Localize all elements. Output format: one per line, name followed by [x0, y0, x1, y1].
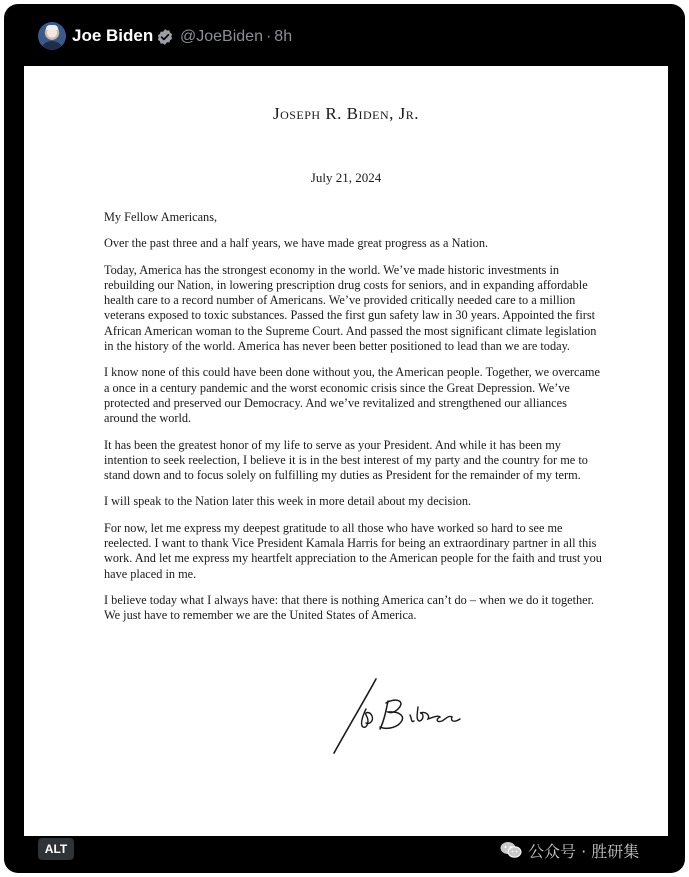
watermark-text: 公众号 · 胜研集 — [528, 841, 640, 861]
meta-separator: · — [265, 28, 272, 45]
letter-date: July 21, 2024 — [310, 170, 382, 185]
author-handle[interactable]: @JoeBiden — [180, 28, 263, 45]
watermark — [500, 838, 639, 862]
author-name[interactable]: Joe Biden — [72, 26, 154, 45]
tweet-card — [4, 4, 685, 873]
letter-paragraph: I know none of this could have been done without you, the American people. Together, we overcame a once in a century pandemic and the worst economic crisis since the Great Depression. We’ve protected and preserved our Democracy. And we’ve revitalized and strengthened our alliances around the world. — [104, 365, 600, 426]
avatar-shoulders — [40, 41, 64, 50]
wechat-icon — [500, 841, 522, 859]
letter-paragraph: For now, let me express my deepest gratitude to all those who have worked so hard to see me reelected. I want to thank Vice President Kamala Harris for being an extraordinary partner in all this work. And let me express my heartfelt appreciation to the American people for the faith and trust you have placed in me. — [104, 520, 602, 581]
tweet-header — [4, 4, 685, 66]
handwritten-signature — [314, 671, 494, 761]
author-avatar[interactable] — [38, 22, 66, 50]
author-meta — [180, 26, 292, 48]
letter-paragraph: I believe today what I always have: that there is nothing America can’t do – when we do it together. We just have to remember we are the United States of America. — [104, 592, 595, 623]
letter-paragraph: It has been the greatest honor of my life to serve as your President. And while it has been my intention to seek reelection, I believe it is in the best interest of my party and the country for me to stand down and to focus solely on fulfilling my duties as President for the remainder of my term. — [104, 437, 588, 483]
letter-salutation: My Fellow Americans, — [104, 210, 218, 224]
alt-text-button[interactable]: ALT — [38, 838, 74, 860]
letter-paragraph: Over the past three and a half years, we have made great progress as a Nation. — [104, 236, 489, 251]
letter-image[interactable] — [24, 66, 668, 836]
avatar-hair — [46, 25, 58, 30]
post-time[interactable]: 8h — [274, 28, 293, 45]
verified-badge-icon — [156, 28, 174, 46]
letterhead: Joseph R. Biden, Jr. — [272, 104, 420, 123]
letter-paragraph: Today, America has the strongest economy in the world. We’ve made historic investments in rebuilding our Nation, in lowering prescription drug costs for seniors, and in expanding affordable health care to a record number of Americans. We’ve provided critically needed care to a million veterans exposed to toxic substances. Passed the first gun safety law in 30 years. Appointed the first African American woman to the Supreme Court. And passed the most significant climate legislation in the history of the world. America has never been better positioned to lead than we are today. — [104, 262, 597, 354]
letter-paragraph: I will speak to the Nation later this week in more detail about my decision. — [104, 494, 472, 509]
letter-body — [104, 210, 604, 635]
